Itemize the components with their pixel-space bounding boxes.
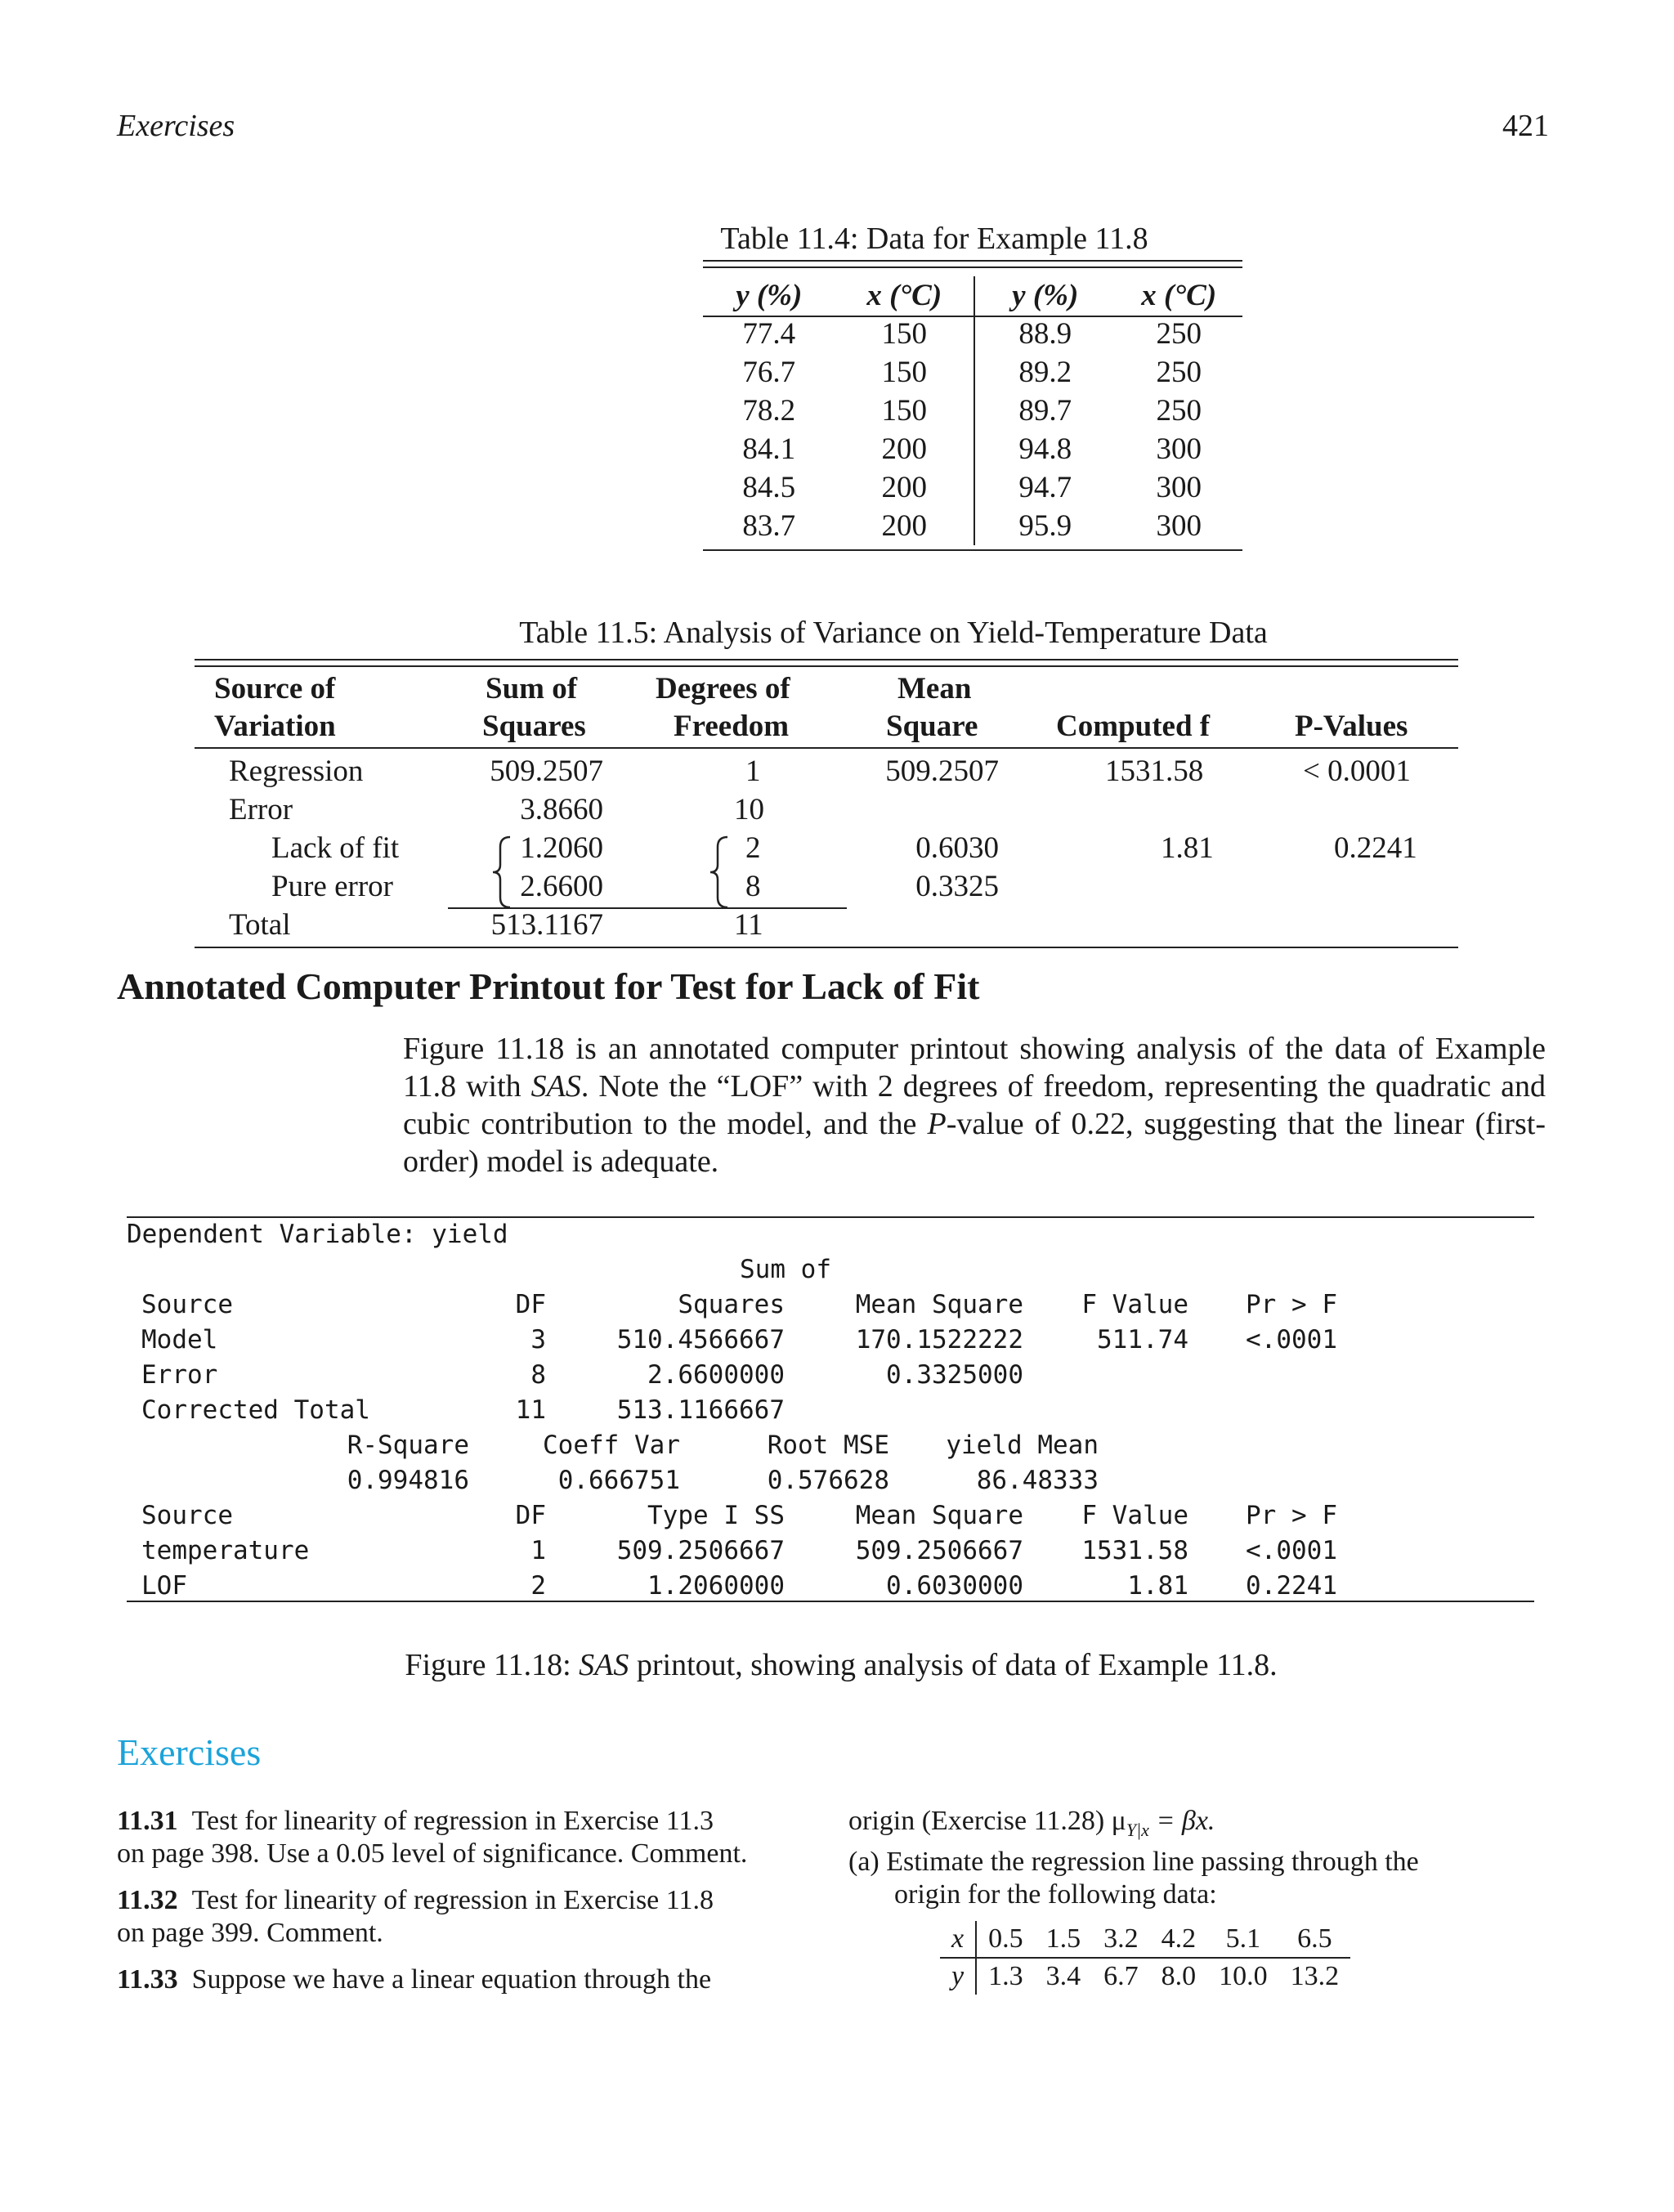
- t4-cell: 88.9: [1018, 317, 1072, 351]
- xy-cell: 3.4: [1045, 1961, 1081, 1991]
- t5-ms-lack-of-fit: 0.6030: [915, 831, 999, 865]
- t5-header-ss: Squares: [482, 710, 586, 743]
- exercise-text: Test for linearity of regression in Exercise 11.3: [191, 1806, 714, 1836]
- t5-df-regression: 1: [745, 754, 761, 788]
- sas-row-source: Model: [141, 1325, 218, 1355]
- sas-dependent-variable: Dependent Variable: yield: [127, 1220, 508, 1249]
- sas-row-ms: 0.3325000: [886, 1360, 1023, 1390]
- sas-col-source: Source: [141, 1290, 233, 1319]
- t5-source-pure-error: Pure error: [271, 870, 393, 903]
- t4-cell: 150: [835, 392, 974, 430]
- sas-coeff-var-label: Coeff Var: [543, 1431, 680, 1460]
- t4-header: y (%): [736, 279, 803, 312]
- t5-df-error: 10: [734, 793, 764, 826]
- sas-coeff-var: 0.666751: [557, 1466, 680, 1495]
- t4-header: x (°C): [1141, 279, 1217, 312]
- sas-col-pr-f: Pr > F: [1246, 1290, 1337, 1319]
- t4-cell: 77.4: [742, 317, 796, 351]
- t5-source-error: Error: [229, 793, 293, 826]
- t5-header-source: Source of: [214, 672, 336, 705]
- sas-row-df: 1: [530, 1536, 546, 1565]
- t5-source-lack-of-fit: Lack of fit: [271, 831, 400, 865]
- xy-cell: 8.0: [1161, 1961, 1197, 1991]
- xy-cell: 13.2: [1290, 1961, 1340, 1991]
- sas-r-square: 0.994816: [347, 1466, 469, 1495]
- sas-col-mean-square: Mean Square: [855, 1501, 1023, 1530]
- sas-row-ss: 510.4566667: [616, 1325, 785, 1355]
- exercise-11-31: [117, 1805, 812, 1870]
- sas-root-mse-label: Root MSE: [767, 1431, 889, 1460]
- xy-row-y: [940, 1958, 1350, 1995]
- t5-header-p: P-Values: [1295, 710, 1408, 743]
- t5-header-df: Degrees of: [656, 672, 790, 705]
- exercise-11-33: [117, 1963, 812, 1996]
- t5-header-ms: Square: [886, 710, 978, 743]
- page-number: 421: [1502, 109, 1549, 143]
- t4-cell: 250: [1156, 356, 1202, 389]
- t5-ss-lack-of-fit: 1.2060: [520, 831, 603, 865]
- sas-row-ss: 1.2060000: [647, 1571, 785, 1601]
- t5-source-regression: Regression: [229, 754, 364, 788]
- t4-cell: 150: [835, 353, 974, 392]
- xy-cell: 6.5: [1297, 1923, 1332, 1954]
- t4-cell: 89.2: [1018, 356, 1072, 389]
- t5-header-df: Freedom: [674, 710, 790, 743]
- sas-row-ss: 513.1166667: [616, 1395, 785, 1425]
- sas-col-squares: Squares: [678, 1290, 785, 1319]
- sas-row-df: 3: [530, 1325, 546, 1355]
- exercise-11-32: [117, 1884, 812, 1950]
- t5-df-lack-of-fit: 2: [745, 831, 761, 865]
- sas-col-df: DF: [515, 1501, 546, 1530]
- xy-data-table: [940, 1921, 1350, 1995]
- paragraph-sas: SAS: [530, 1069, 581, 1104]
- sas-col-f-value: F Value: [1081, 1290, 1188, 1319]
- xy-cell: 4.2: [1161, 1923, 1197, 1954]
- sas-col-df: DF: [515, 1290, 546, 1319]
- sas-row-source: temperature: [141, 1536, 310, 1565]
- t5-ss-regression: 509.2507: [490, 754, 603, 788]
- sas-row-p: 0.2241: [1246, 1571, 1337, 1601]
- t4-cell: 200: [835, 507, 974, 545]
- exercise-equation: = βx.: [1148, 1806, 1215, 1836]
- exercise-11-33-part-a: [848, 1846, 1543, 1911]
- running-header: Exercises: [117, 109, 235, 143]
- exercise-text: on page 399. Comment.: [117, 1918, 383, 1948]
- sas-row-ms: 0.6030000: [886, 1571, 1023, 1601]
- t5-df-pure-error: 8: [745, 870, 761, 903]
- sas-row-p: <.0001: [1246, 1325, 1337, 1355]
- printout-bottom-rule: [127, 1601, 1534, 1602]
- sas-row-source: Error: [141, 1360, 218, 1390]
- t4-cell: 89.7: [1018, 394, 1072, 428]
- t5-header-source: Variation: [214, 710, 336, 743]
- t4-cell: 300: [1156, 432, 1202, 466]
- t5-ss-pure-error: 2.6600: [520, 870, 603, 903]
- t4-cell: 200: [835, 430, 974, 468]
- sas-col-mean-square: Mean Square: [855, 1290, 1023, 1319]
- mu-subscript: Y|x: [1126, 1819, 1149, 1840]
- t4-header: x (°C): [835, 276, 974, 315]
- sas-row-source: LOF: [141, 1571, 187, 1601]
- exercise-number: 11.31: [117, 1806, 178, 1836]
- xy-cell: 5.1: [1225, 1923, 1261, 1954]
- sas-row-df: 8: [530, 1360, 546, 1390]
- t5-header-ms: Mean: [897, 672, 972, 705]
- sas-sum-of: Sum of: [740, 1255, 831, 1284]
- exercise-text: Suppose we have a linear equation through the: [191, 1964, 712, 1995]
- t5-p-lack-of-fit: 0.2241: [1334, 831, 1417, 865]
- sas-yield-mean: 86.48333: [976, 1466, 1099, 1495]
- t4-cell: 150: [835, 315, 974, 353]
- sas-row-df: 2: [530, 1571, 546, 1601]
- exercise-number: 11.33: [117, 1964, 178, 1995]
- sas-r-square-label: R-Square: [347, 1431, 469, 1460]
- t4-cell: 250: [1156, 394, 1202, 428]
- sas-row-f: 511.74: [1097, 1325, 1188, 1355]
- exercise-number: 11.32: [117, 1885, 178, 1915]
- sas-root-mse: 0.576628: [767, 1466, 889, 1495]
- sas-row-ms: 170.1522222: [855, 1325, 1023, 1355]
- t4-cell: 84.5: [742, 471, 796, 504]
- exercise-text: origin (Exercise 11.28) μ: [848, 1806, 1126, 1836]
- t5-header-ss: Sum of: [486, 672, 578, 705]
- sas-row-ms: 509.2506667: [855, 1536, 1023, 1565]
- exercise-11-33-continued: [848, 1805, 1543, 1847]
- sas-row-p: <.0001: [1246, 1536, 1337, 1565]
- xy-cell: 6.7: [1103, 1961, 1139, 1991]
- sas-row-f: 1531.58: [1081, 1536, 1188, 1565]
- exercise-text: on page 398. Use a 0.05 level of significance. Comment.: [117, 1838, 748, 1869]
- t4-cell: 83.7: [742, 509, 796, 543]
- t5-ss-error: 3.8660: [520, 793, 603, 826]
- t4-cell: 200: [835, 468, 974, 507]
- figure-caption-prefix: Figure 11.18:: [405, 1648, 580, 1682]
- t5-f-lack-of-fit: 1.81: [1161, 831, 1214, 865]
- paragraph-text: . Note the “LOF” with 2 degrees of freedom, representing the quadratic and cubic contribution to the model, and the: [403, 1069, 1546, 1141]
- t5-f-regression: 1531.58: [1105, 754, 1204, 788]
- xy-cell: 0.5: [988, 1923, 1023, 1954]
- table-11-4-caption: Table 11.4: Data for Example 11.8: [720, 222, 1148, 256]
- t4-cell: 94.7: [1018, 471, 1072, 504]
- sas-yield-mean-label: yield Mean: [946, 1431, 1099, 1460]
- t4-cell: 300: [1156, 471, 1202, 504]
- sas-row-ss: 2.6600000: [647, 1360, 785, 1390]
- figure-caption-suffix: printout, showing analysis of data of Example 11.8.: [629, 1648, 1278, 1682]
- t4-header: y (%): [1012, 279, 1079, 312]
- t5-header-f: Computed f: [1056, 710, 1211, 743]
- figure-caption: [0, 1647, 1674, 1683]
- sas-col-type1: Type I SS: [647, 1501, 785, 1530]
- xy-cell: 3.2: [1103, 1923, 1139, 1954]
- paragraph-text: Figure 11.18 is an annotated computer printout showing analysis of the data of Example 11.8 with: [403, 1032, 1546, 1104]
- t4-cell: 300: [1156, 509, 1202, 543]
- table-11-5-caption: Table 11.5: Analysis of Variance on Yield-Temperature Data: [519, 616, 1268, 650]
- t4-cell: 78.2: [742, 394, 796, 428]
- t4-cell: 84.1: [742, 432, 796, 466]
- sas-row-df: 11: [515, 1395, 546, 1425]
- t5-df-total: 11: [734, 908, 763, 942]
- xy-label-x: x: [940, 1921, 976, 1958]
- t4-cell: 94.8: [1018, 432, 1072, 466]
- part-a-text: origin for the following data:: [894, 1879, 1217, 1910]
- t5-ss-total: 513.1167: [490, 908, 603, 942]
- part-a-text: (a) Estimate the regression line passing through the: [848, 1847, 1419, 1877]
- sas-col-f-value: F Value: [1081, 1501, 1188, 1530]
- section-title: Annotated Computer Printout for Test for Lack of Fit: [117, 965, 980, 1007]
- exercise-text: Test for linearity of regression in Exercise 11.8: [191, 1885, 714, 1915]
- xy-cell: 10.0: [1219, 1961, 1268, 1991]
- sas-row-ss: 509.2506667: [616, 1536, 785, 1565]
- t4-cell: 76.7: [742, 356, 796, 389]
- t5-ms-pure-error: 0.3325: [915, 870, 999, 903]
- paragraph-p-var: P: [927, 1107, 947, 1141]
- paragraph-text: -value of 0.22, suggesting that the linear (first-order) model is adequate.: [403, 1107, 1546, 1179]
- t5-ms-regression: 509.2507: [885, 754, 999, 788]
- sas-col-pr-f: Pr > F: [1246, 1501, 1337, 1530]
- sas-row-source: Corrected Total: [141, 1395, 370, 1425]
- xy-row-x: [940, 1921, 1350, 1958]
- t5-p-regression: < 0.0001: [1303, 754, 1411, 788]
- t4-cell: 95.9: [1018, 509, 1072, 543]
- t4-cell: 250: [1156, 317, 1202, 351]
- figure-caption-sas: SAS: [579, 1648, 629, 1682]
- xy-label-y: y: [940, 1958, 976, 1995]
- t5-source-total: Total: [229, 908, 291, 942]
- sas-col-source: Source: [141, 1501, 233, 1530]
- xy-cell: 1.5: [1045, 1923, 1081, 1954]
- xy-cell: 1.3: [988, 1961, 1023, 1991]
- exercises-title: Exercises: [117, 1731, 262, 1773]
- sas-row-f: 1.81: [1127, 1571, 1188, 1601]
